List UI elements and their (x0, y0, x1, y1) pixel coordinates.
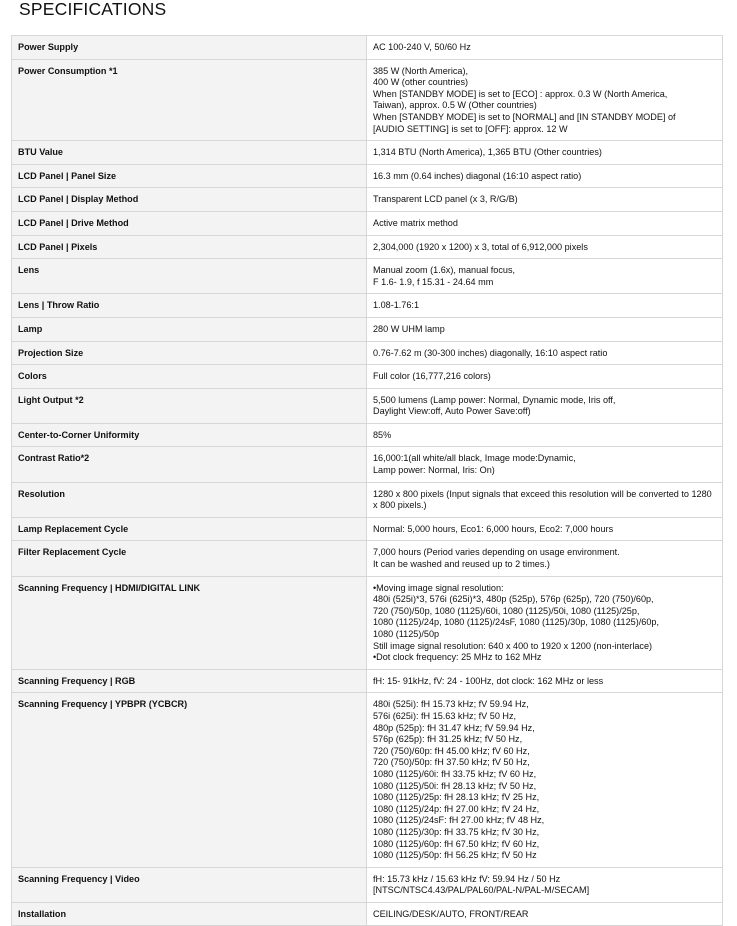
spec-value (367, 423, 723, 447)
specifications-table (11, 35, 723, 926)
spec-value (367, 388, 723, 423)
spec-row (12, 867, 723, 902)
spec-value (367, 902, 723, 926)
spec-value-line: 480i (525i)*3, 576i (625i)*3, 480p (525p), 576p (625p), 720 (750)/60p, (373, 594, 654, 605)
spec-label: Projection Size (12, 341, 367, 365)
spec-value (367, 188, 723, 212)
spec-value-line: 85% (373, 429, 392, 440)
spec-row (12, 141, 723, 165)
spec-label: Light Output *2 (12, 388, 367, 423)
spec-label: Lens (12, 259, 367, 294)
spec-value-line: AC 100-240 V, 50/60 Hz (373, 42, 471, 52)
spec-label: LCD Panel | Pixels (12, 235, 367, 259)
spec-value-line: fH: 15- 91kHz, fV: 24 - 100Hz, dot clock: 162 MHz or less (373, 675, 604, 686)
spec-row (12, 341, 723, 365)
spec-value-line: fH: 15.73 kHz / 15.63 kHz fV: 59.94 Hz / 50 Hz (373, 873, 561, 884)
spec-value-line: 480p (525p): fH 31.47 kHz; fV 59.94 Hz, (373, 722, 535, 733)
spec-row (12, 576, 723, 669)
spec-row (12, 693, 723, 867)
spec-value-line: 385 W (North America), (373, 65, 469, 76)
spec-value-line: 1080 (1125)/30p: fH 33.75 kHz; fV 30 Hz, (373, 826, 540, 837)
spec-label: Scanning Frequency | RGB (12, 669, 367, 693)
spec-label: BTU Value (12, 141, 367, 165)
spec-row (12, 423, 723, 447)
spec-value-line: CEILING/DESK/AUTO, FRONT/REAR (373, 908, 529, 919)
spec-label: Resolution (12, 482, 367, 517)
spec-value-line: 2,304,000 (1920 x 1200) x 3, total of 6,912,000 pixels (373, 241, 588, 252)
spec-label: Lens | Throw Ratio (12, 294, 367, 318)
spec-row (12, 164, 723, 188)
spec-value-line: [AUDIO SETTING] is set to [OFF]: approx. 12 W (373, 123, 568, 134)
spec-value-line: Normal: 5,000 hours, Eco1: 6,000 hours, Eco2: 7,000 hours (373, 523, 614, 534)
spec-value-line: 0.76-7.62 m (30-300 inches) diagonally, 16:10 aspect ratio (373, 347, 608, 358)
spec-value-line: 720 (750)/50p: fH 37.50 kHz; fV 50 Hz, (373, 757, 530, 768)
spec-value-line: 1080 (1125)/24sF: fH 27.00 kHz; fV 48 Hz, (373, 815, 545, 826)
spec-value-line: 1080 (1125)/25p: fH 28.13 kHz; fV 25 Hz, (373, 792, 540, 803)
spec-value-line: When [STANDBY MODE] is set to [ECO] : approx. 0.3 W (North America, (373, 88, 668, 99)
spec-label: Power Supply (12, 36, 367, 60)
spec-value (367, 341, 723, 365)
spec-value-line: Active matrix method (373, 217, 458, 228)
spec-label: LCD Panel | Drive Method (12, 211, 367, 235)
spec-label: Contrast Ratio*2 (12, 447, 367, 482)
spec-value-line: 1280 x 800 pixels (Input signals that exceed this resolution will be converted to 1280 (373, 488, 712, 499)
spec-value (367, 317, 723, 341)
spec-label: Scanning Frequency | YPBPR (YCBCR) (12, 693, 367, 867)
page-title: SPECIFICATIONS (19, 0, 167, 19)
spec-row (12, 317, 723, 341)
spec-value (367, 294, 723, 318)
spec-value-line: 1080 (1125)/50i: fH 28.13 kHz; fV 50 Hz, (373, 780, 537, 791)
spec-value (367, 36, 723, 60)
spec-label: LCD Panel | Panel Size (12, 164, 367, 188)
spec-value-line: It can be washed and reused up to 2 times.) (373, 559, 550, 570)
spec-value-line: 720 (750)/50p, 1080 (1125)/60i, 1080 (1125)/50i, 1080 (1125)/25p, (373, 605, 640, 616)
spec-row (12, 902, 723, 926)
spec-row (12, 388, 723, 423)
specifications-table-body (12, 36, 723, 926)
spec-value (367, 482, 723, 517)
spec-value-line: 1080 (1125)/50p: fH 56.25 kHz; fV 50 Hz (373, 850, 537, 861)
spec-value (367, 447, 723, 482)
spec-value (367, 59, 723, 141)
spec-value-line: 720 (750)/60p: fH 45.00 kHz; fV 60 Hz, (373, 745, 530, 756)
spec-value-line: Taiwan), approx. 0.5 W (Other countries) (373, 100, 537, 111)
spec-label: Center-to-Corner Uniformity (12, 423, 367, 447)
spec-value-line: 16,000:1(all white/all black, Image mode:Dynamic, (373, 453, 576, 464)
spec-value-line: 480i (525i): fH 15.73 kHz; fV 59.94 Hz, (373, 699, 529, 710)
spec-label: Installation (12, 902, 367, 926)
spec-value (367, 141, 723, 165)
spec-value-line: F 1.6- 1.9, f 15.31 - 24.64 mm (373, 276, 494, 287)
spec-value (367, 365, 723, 389)
spec-value-line: 400 W (other countries) (373, 77, 469, 88)
spec-value-line: Transparent LCD panel (x 3, R/G/B) (373, 194, 518, 205)
spec-value (367, 235, 723, 259)
spec-value-line: Daylight View:off, Auto Power Save:off) (373, 406, 531, 417)
spec-label: Lamp Replacement Cycle (12, 517, 367, 541)
spec-row (12, 235, 723, 259)
spec-row (12, 541, 723, 576)
spec-value-line: 1080 (1125)/50p (373, 629, 440, 639)
spec-value-line: Lamp power: Normal, Iris: On) (373, 465, 495, 476)
spec-value-line: 576i (625i): fH 15.63 kHz; fV 50 Hz, (373, 710, 517, 721)
spec-row (12, 482, 723, 517)
spec-row (12, 188, 723, 212)
spec-row (12, 517, 723, 541)
spec-row (12, 36, 723, 60)
spec-value-line: •Moving image signal resolution: (373, 582, 504, 593)
spec-value-line: When [STANDBY MODE] is set to [NORMAL] and [IN STANDBY MODE] of (373, 111, 676, 122)
spec-value-line: 280 W UHM lamp (373, 323, 445, 334)
spec-label: Power Consumption *1 (12, 59, 367, 141)
spec-row (12, 669, 723, 693)
spec-value-line: Full color (16,777,216 colors) (373, 371, 491, 382)
spec-value-line: 1,314 BTU (North America), 1,365 BTU (Other countries) (373, 147, 602, 158)
spec-row (12, 211, 723, 235)
spec-value (367, 541, 723, 576)
spec-label: Lamp (12, 317, 367, 341)
spec-label: Filter Replacement Cycle (12, 541, 367, 576)
spec-value (367, 867, 723, 902)
spec-row (12, 59, 723, 141)
spec-value-line: 1080 (1125)/24p, 1080 (1125)/24sF, 1080 (1125)/30p, 1080 (1125)/60p, (373, 617, 659, 628)
spec-label: Colors (12, 365, 367, 389)
spec-value (367, 211, 723, 235)
spec-row (12, 447, 723, 482)
spec-value (367, 669, 723, 693)
spec-value-line: 1080 (1125)/60i: fH 33.75 kHz; fV 60 Hz, (373, 768, 537, 779)
spec-value-line: •Dot clock frequency: 25 MHz to 162 MHz (373, 652, 542, 663)
spec-value-line: 5,500 lumens (Lamp power: Normal, Dynamic mode, Iris off, (373, 394, 616, 405)
spec-row (12, 365, 723, 389)
spec-value-line: 1080 (1125)/24p: fH 27.00 kHz; fV 24 Hz, (373, 803, 540, 814)
spec-label: Scanning Frequency | HDMI/DIGITAL LINK (12, 576, 367, 669)
spec-value-line: 1.08-1.76:1 (373, 300, 420, 311)
spec-row (12, 259, 723, 294)
spec-value-line: 1080 (1125)/60p: fH 67.50 kHz; fV 60 Hz, (373, 838, 540, 849)
spec-value (367, 517, 723, 541)
spec-row (12, 294, 723, 318)
spec-value-line: [NTSC/NTSC4.43/PAL/PAL60/PAL-N/PAL-M/SECAM] (373, 885, 590, 896)
spec-value-line: Still image signal resolution: 640 x 400 to 1920 x 1200 (non-interlace) (373, 640, 653, 651)
spec-label: Scanning Frequency | Video (12, 867, 367, 902)
spec-value (367, 164, 723, 188)
spec-value-line: 16.3 mm (0.64 inches) diagonal (16:10 aspect ratio) (373, 170, 582, 181)
spec-value (367, 576, 723, 669)
spec-value (367, 259, 723, 294)
spec-value-line: Manual zoom (1.6x), manual focus, (373, 265, 516, 276)
spec-value (367, 693, 723, 867)
spec-value-line: 576p (625p): fH 31.25 kHz; fV 50 Hz, (373, 734, 523, 745)
spec-value-line: 7,000 hours (Period varies depending on usage environment. (373, 547, 620, 558)
spec-value-line: x 800 pixels.) (373, 500, 427, 511)
spec-label: LCD Panel | Display Method (12, 188, 367, 212)
